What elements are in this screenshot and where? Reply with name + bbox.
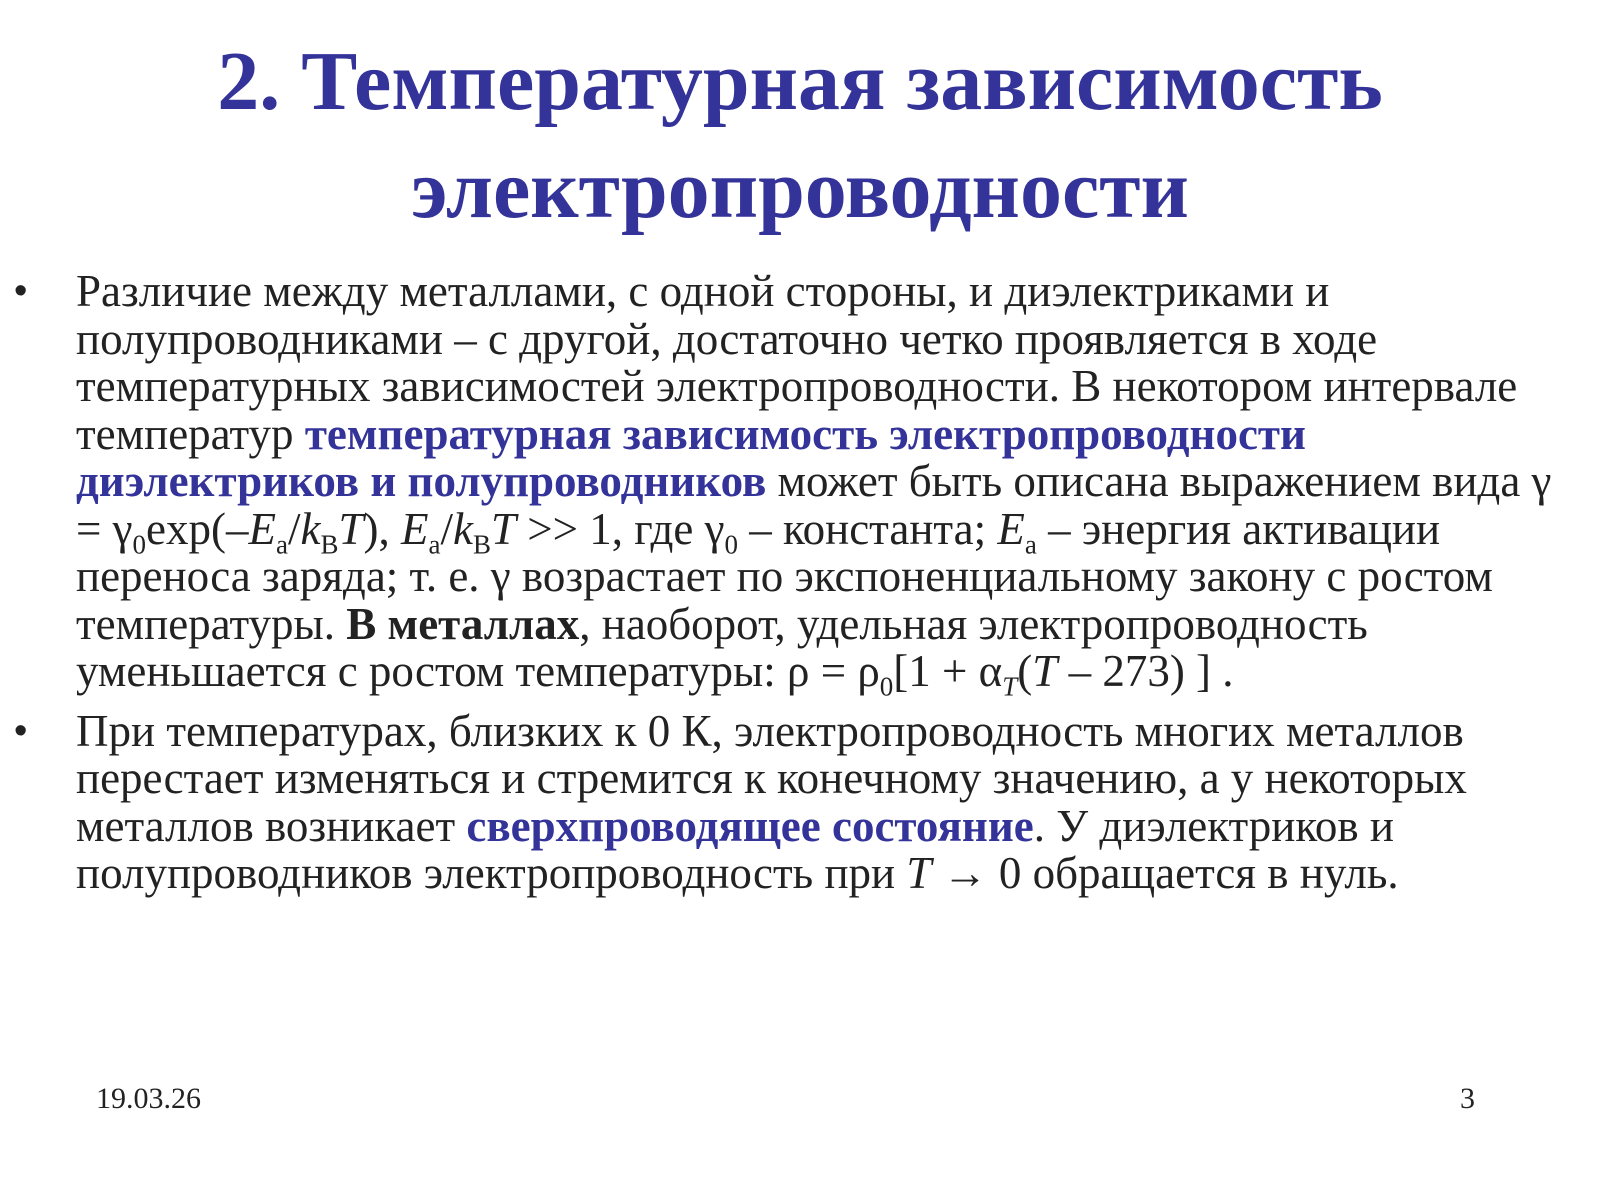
- formula-part: exp(–: [146, 503, 249, 554]
- formula-sub: a: [428, 528, 441, 559]
- formula-sub: 0: [879, 671, 894, 702]
- formula-var: T: [491, 503, 517, 554]
- formula-sub: a: [275, 528, 288, 559]
- formula-sub: a: [1024, 528, 1037, 559]
- text-run: Различие между металлами, с одной стороны, и диэлектриками и полупроводниками – с другой, достаточно четко проявляется в ходе температурных зависимостей электропроводности. В некотором интервале температур: [76, 266, 1518, 459]
- text-run: – константа;: [738, 503, 998, 554]
- text-run: При температурах, близких к 0 К, электропроводность многих металлов перестает изменяться и стремится к конечному значению, а у некоторых металлов возникает: [76, 705, 1467, 851]
- footer-date: 19.03.26: [96, 1082, 201, 1115]
- text-run: → 0 обращается в нуль.: [931, 848, 1399, 898]
- title-line-1: 2. Температурная зависимость: [217, 35, 1383, 128]
- slide-body: [14, 266, 1586, 898]
- formula-part: γ = γ: [76, 456, 1552, 554]
- formula-sub: 0: [132, 528, 147, 559]
- formula-var: E: [401, 503, 429, 554]
- bold-in-metals: В металлах: [346, 598, 580, 649]
- formula-part: ),: [363, 503, 402, 554]
- formula-sub: 0: [724, 528, 739, 559]
- slide-title: [0, 28, 1600, 244]
- bullet-marker: •: [14, 270, 28, 312]
- formula-var: E: [248, 503, 276, 554]
- formula-var: T: [906, 848, 932, 898]
- formula-sub: B: [320, 528, 339, 559]
- formula-var: T: [1002, 671, 1018, 702]
- page-number: 3: [1460, 1082, 1475, 1115]
- text-run: – энергия активации переноса заряда; т. е. γ возрастает по экспоненциальному закону с ростом температуры.: [76, 503, 1493, 649]
- formula-var: T: [1032, 646, 1058, 696]
- formula-part: (: [1017, 646, 1033, 696]
- formula-part: – 273) ] .: [1057, 646, 1234, 696]
- formula-var: T: [338, 503, 364, 554]
- text-run: может быть описана выражением вида: [766, 456, 1532, 506]
- formula-part: >> 1, где γ: [516, 503, 725, 554]
- formula-part: [1 + α: [893, 646, 1003, 696]
- bullet-marker: •: [14, 709, 28, 752]
- formula-var: E: [997, 503, 1025, 554]
- formula-sub: B: [473, 528, 492, 559]
- formula-part: /: [287, 503, 301, 554]
- formula-sub: [1002, 671, 1017, 701]
- formula-var: k: [300, 503, 321, 554]
- title-line-2: электропроводности: [411, 143, 1189, 236]
- formula-var: k: [453, 503, 473, 554]
- text-run: . У диэлектриков и полупроводников электропроводность при: [76, 800, 1395, 898]
- highlight-superconducting: сверхпроводящее состояние: [466, 800, 1034, 851]
- highlight-dielectric-dependence: температурная зависимость электропроводности диэлектриков и полупроводников: [76, 408, 1306, 506]
- bullet-paragraph-2: [14, 705, 1586, 898]
- bullet-paragraph-1: [14, 266, 1586, 702]
- formula-part: /: [440, 503, 454, 554]
- text-run: , наоборот, удельная электропроводность уменьшается с ростом температуры: ρ = ρ: [76, 598, 1368, 696]
